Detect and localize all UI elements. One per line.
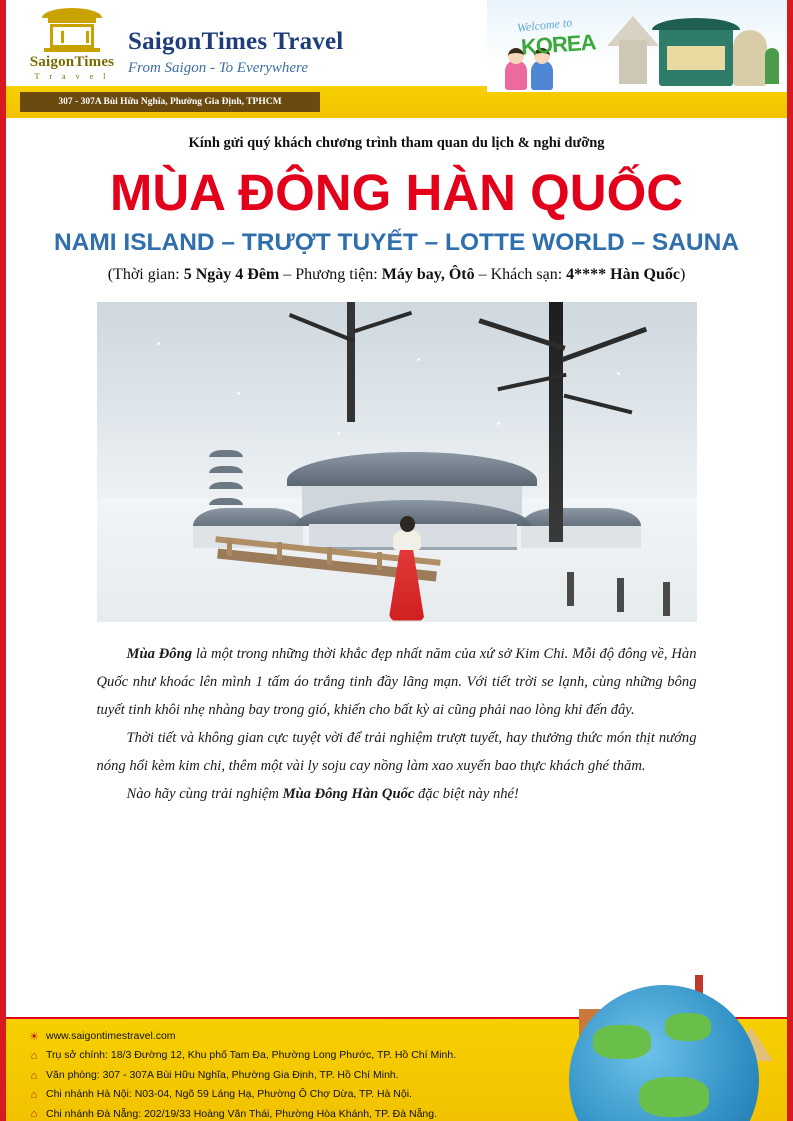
page-title: MÙA ĐÔNG HÀN QUỐC (109, 164, 684, 221)
globe-icon: ☀ (29, 1030, 39, 1043)
footer-hanoi-text: Chi nhánh Hà Nội: N03-04, Ngõ 59 Láng Hạ, Phường Ô Chợ Dừa, TP. Hà Nội. (46, 1088, 412, 1101)
footer-contact-list (28, 1027, 548, 1121)
footer-item-hanoi (28, 1085, 548, 1104)
paragraph-2 (97, 724, 697, 780)
temple-icon (659, 28, 733, 86)
paragraph-3 (97, 780, 697, 808)
company-logo (20, 8, 124, 90)
footer-danang-text: Chi nhánh Đà Nẵng: 202/19/33 Hoàng Văn Thái, Phường Hòa Khánh, TP. Đà Nẵng. (46, 1107, 438, 1120)
paragraph-1 (97, 640, 697, 724)
page-header (6, 0, 787, 118)
meta-prefix: (Thời gian: (107, 265, 184, 283)
footer-item-office (28, 1066, 548, 1085)
footer-item-headquarters (28, 1046, 548, 1065)
korea-text: KOREA (520, 29, 597, 60)
brand-text-block (128, 28, 448, 77)
logo-subtext: T r a v e l (34, 72, 110, 81)
meta-mid1: – Phương tiện: (279, 265, 382, 283)
body-text (97, 640, 697, 808)
meta-mid2: – Khách sạn: (474, 265, 567, 283)
home-icon: ⌂ (30, 1050, 38, 1063)
footer-office-text: Văn phòng: 307 - 307A Bùi Hữu Nghĩa, Phường Gia Định, TP. Hồ Chí Minh. (46, 1068, 399, 1081)
page-subtitle: NAMI ISLAND – TRƯỢT TUYẾT – LOTTE WORLD – SAUNA (53, 228, 740, 256)
footer-item-website[interactable] (28, 1027, 548, 1046)
paragraph-3-pre: Nào hãy cùng trải nghiệm (126, 785, 283, 802)
meta-transport: Máy bay, Ôtô (381, 265, 475, 283)
paragraph-3-lead: Mùa Đông Hàn Quốc (282, 785, 415, 802)
korea-illustration (487, 0, 787, 92)
brand-slogan: From Saigon - To Everywhere (128, 60, 308, 76)
globe-landmarks-illustration (489, 961, 789, 1121)
hero-photo (97, 302, 697, 622)
globe-icon (569, 985, 759, 1121)
header-address-bar: 307 - 307A Bùi Hữu Nghĩa, Phường Gia Định, TPHCM (20, 92, 320, 112)
home-icon: ⌂ (30, 1088, 38, 1101)
welcome-text: Welcome to (516, 15, 573, 35)
paragraph-2-rest: Thời tiết và không gian cực tuyệt vời để trải nghiệm trượt tuyết, hay thưởng thức món thịt nướng nóng hổi kèm kim chi, thêm một vài ly soju cay nồng làm xao xuyến bao thực khách ghé thăm. (96, 729, 697, 774)
page-footer (6, 1017, 793, 1121)
paragraph-1-rest: là một trong những thời khắc đẹp nhất năm của xứ sở Kim Chi. Mỗi độ đông về, Hàn Quốc như khoác lên mình 1 tấm áo trắng tinh đầy lãng mạn. Với tiết trời se lạnh, cùng những bông tuyết tinh khôi nhẹ nhàng bay trong gió, khiến cho bất kỳ ai cũng phải nao lòng khi đến đây. (96, 645, 697, 718)
paragraph-1-lead: Mùa Đông (126, 645, 192, 662)
footer-website-text: www.saigontimestravel.com (46, 1030, 176, 1042)
logo-name: SaigonTimes (29, 54, 115, 70)
pagoda-logo-icon (42, 8, 102, 52)
intro-line: Kính gửi quý khách chương trình tham quan du lịch & nghỉ dưỡng (188, 135, 605, 151)
photo-pagoda (209, 450, 243, 510)
footer-hq-text: Trụ sở chính: 18/3 Đường 12, Khu phố Tam Đa, Phường Long Phước, TP. Hồ Chí Minh. (46, 1049, 457, 1062)
buddha-statue-icon (733, 30, 767, 86)
meta-suffix: ) (679, 265, 686, 283)
brand-title: SaigonTimes Travel (128, 28, 344, 55)
meta-hotel: 4**** Hàn Quốc (566, 265, 680, 283)
meta-duration: 5 Ngày 4 Đêm (183, 265, 280, 283)
footer-item-danang (28, 1105, 548, 1121)
home-icon: ⌂ (30, 1069, 38, 1082)
tour-meta (6, 266, 787, 284)
paragraph-3-rest: đặc biệt này nhé! (414, 785, 519, 802)
tree-icon (765, 48, 779, 84)
home-icon: ⌂ (30, 1108, 38, 1121)
